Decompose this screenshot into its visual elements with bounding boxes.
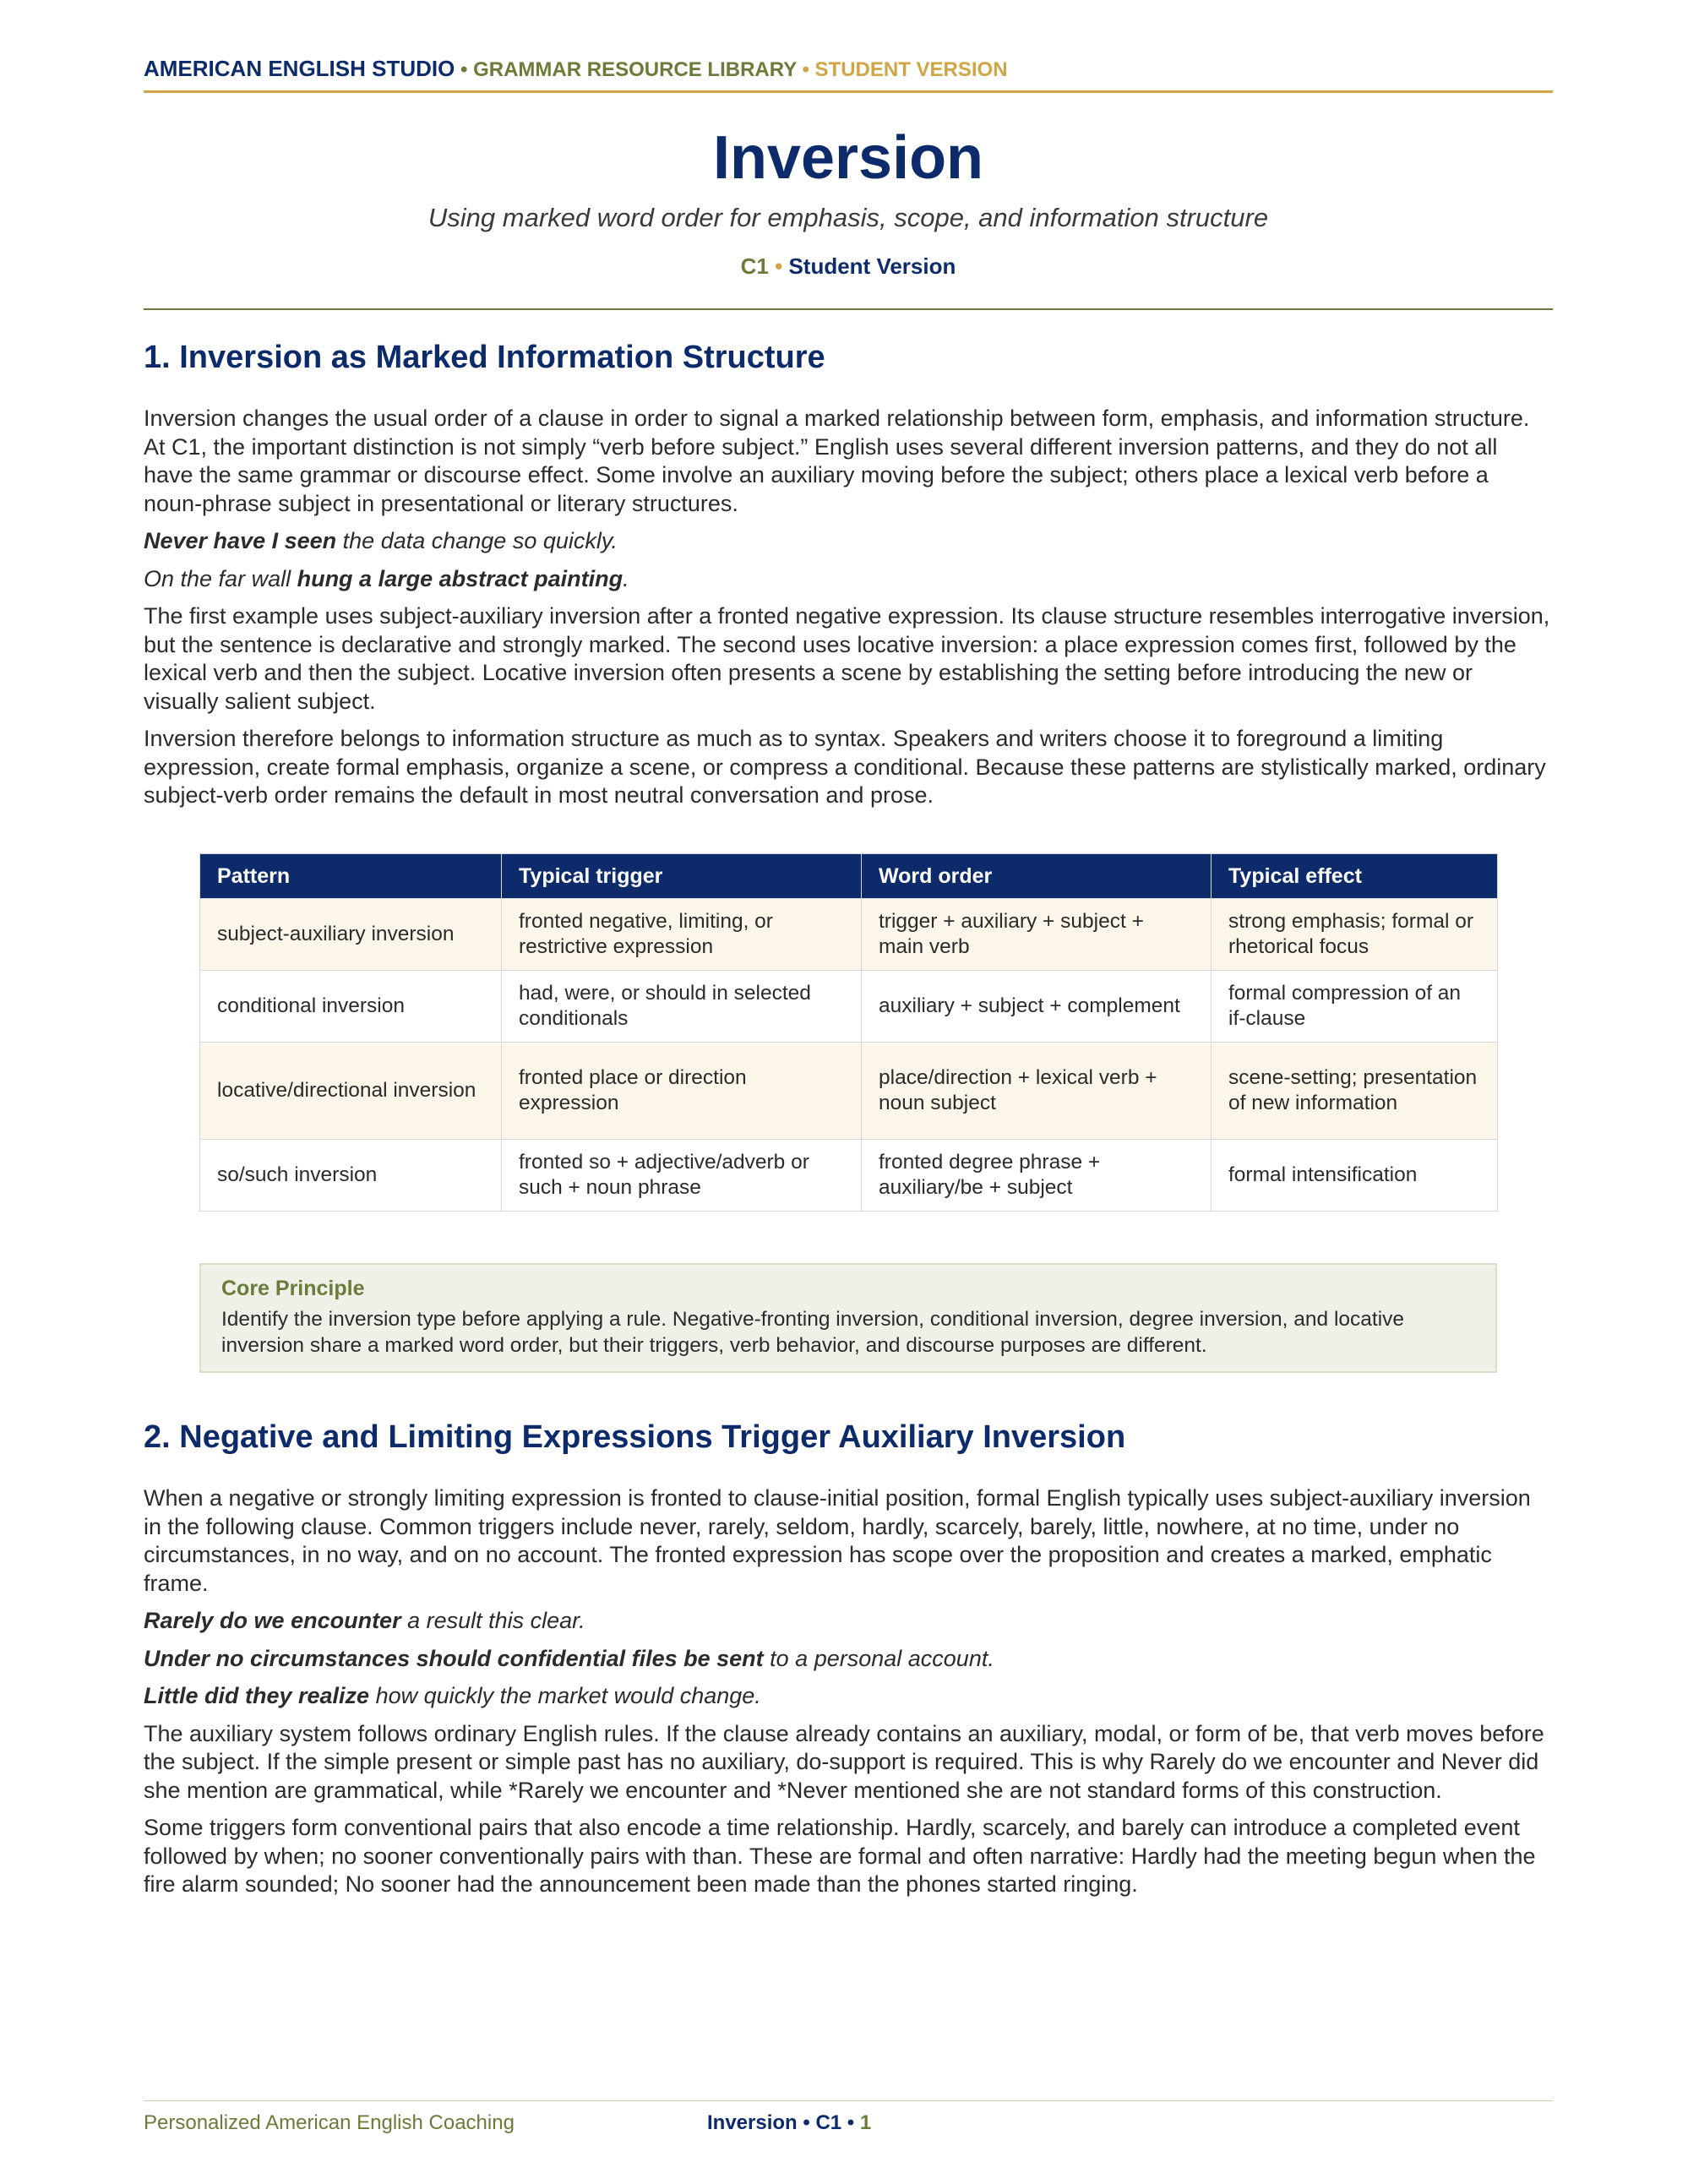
table-cell: fronted degree phrase + auxiliary/be + subject [862, 1140, 1212, 1212]
version-label: STUDENT VERSION [814, 58, 1008, 81]
table-cell: scene-setting; presentation of new information [1212, 1043, 1498, 1140]
example-sentence [144, 1645, 1553, 1674]
table-row [200, 899, 1498, 971]
example-sentence [144, 527, 1553, 556]
section-1-paragraph-2: The first example uses subject-auxiliary inversion after a fronted negative expression. Its clause structure resembles interrogative inversion, but the sentence is declarative and strongly marked. The second uses locative inversion: a place expression comes first, followed by the lexical verb and then the subject. Locative inversion often presents a scene by establishing the setting before introducing the new or visually salient subject. [144, 603, 1550, 714]
table-cell: fronted negative, limiting, or restrictive expression [502, 899, 862, 971]
example-sentence [144, 1682, 1553, 1711]
example-sentence [144, 565, 1553, 594]
level-badge: C1 [740, 253, 769, 279]
title-block [144, 124, 1553, 280]
example-start: On the far wall [144, 565, 297, 591]
page-title: Inversion [712, 124, 984, 192]
title-divider [144, 308, 1553, 310]
table-cell: auxiliary + subject + complement [862, 971, 1212, 1043]
callout-title: Core Principle [221, 1277, 365, 1300]
level-line [144, 253, 1553, 280]
footer-topic: Inversion • C1 • [707, 2111, 855, 2134]
table-cell: formal intensification [1212, 1140, 1498, 1212]
table-cell: trigger + auxiliary + subject + main verb [862, 899, 1212, 971]
section-1-heading: 1. Inversion as Marked Information Structure [144, 340, 825, 375]
example-end: . [623, 565, 629, 591]
library-name: GRAMMAR RESOURCE LIBRARY [473, 58, 797, 81]
table-header-row [200, 854, 1498, 899]
column-header: Typical effect [1212, 854, 1498, 899]
header-separator: • [802, 58, 809, 81]
callout-body: Identify the inversion type before applying a rule. Negative-fronting inversion, conditional inversion, degree inversion, and locative inversion share a marked word order, but their triggers, verb behavior, and discourse purposes are different. [221, 1308, 1405, 1357]
example-emphasis: Under no circumstances should confidential files be sent [144, 1645, 764, 1671]
page-number: 1 [859, 2111, 872, 2134]
inversion-patterns-table [199, 853, 1497, 1212]
brand-name: AMERICAN ENGLISH STUDIO [144, 56, 455, 81]
section-2-paragraph-3: Some triggers form conventional pairs that also encode a time relationship. Hardly, scarcely, and barely can introduce a completed event followed by when; no sooner conventionally pairs with than. These are formal and often narrative: Hardly had the meeting begun when the fire alarm sounded; No sooner had the announcement been made than the phones started ringing. [144, 1815, 1536, 1897]
example-emphasis: Never have I seen [144, 528, 337, 553]
column-header: Typical trigger [502, 854, 862, 899]
page-subtitle: Using marked word order for emphasis, scope, and information structure [427, 202, 1269, 232]
example-emphasis: hung a large abstract painting [297, 565, 623, 591]
table-cell: had, were, or should in selected conditionals [502, 971, 862, 1043]
section-2-paragraph-2: The auxiliary system follows ordinary English rules. If the clause already contains an auxiliary, modal, or form of be, that verb moves before the subject. If the simple present or simple past has no auxiliary, do-support is required. This is why Rarely do we encounter and Never did she mention are grammatical, while *Rarely we encounter and *Never mentioned she are not standard forms of this construction. [144, 1720, 1544, 1803]
section-2-paragraph-1: When a negative or strongly limiting expression is fronted to clause-initial position, formal English typically uses subject-auxiliary inversion in the following clause. Common triggers include never, rarely, seldom, hardly, scarcely, barely, little, nowhere, at no time, under no circumstances, in no way, and on no account. The fronted expression has scope over the proposition and creates a marked, emphatic frame. [144, 1485, 1531, 1596]
table-row [200, 1043, 1498, 1140]
table-cell: formal compression of an if-clause [1212, 971, 1498, 1043]
table-cell: locative/directional inversion [200, 1043, 502, 1140]
table-cell: strong emphasis; formal or rhetorical focus [1212, 899, 1498, 971]
table-cell: fronted so + adjective/adverb or such + noun phrase [502, 1140, 862, 1212]
running-header [144, 56, 1553, 93]
table-cell: place/direction + lexical verb + noun subject [862, 1043, 1212, 1140]
table-cell: conditional inversion [200, 971, 502, 1043]
example-emphasis: Rarely do we encounter [144, 1608, 401, 1633]
table-row [200, 971, 1498, 1043]
column-header: Pattern [200, 854, 502, 899]
footer-tagline: Personalized American English Coaching [144, 2111, 515, 2134]
example-sentence [144, 1607, 1553, 1636]
example-emphasis: Little did they realize [144, 1683, 370, 1708]
footer-title [707, 2111, 871, 2135]
patterns-table [199, 853, 1498, 1212]
section-1 [144, 340, 1553, 820]
example-rest: how quickly the market would change. [369, 1683, 761, 1708]
header-separator: • [460, 58, 468, 81]
table-cell: subject-auxiliary inversion [200, 899, 502, 971]
table-cell: so/such inversion [200, 1140, 502, 1212]
core-principle-callout [199, 1263, 1497, 1373]
column-header: Word order [862, 854, 1212, 899]
section-1-paragraph-1: Inversion changes the usual order of a clause in order to signal a marked relationship between form, emphasis, and information structure. At C1, the important distinction is not simply “verb before subject.” English uses several different inversion patterns, and they do not all have the same grammar or discourse effect. Some involve an auxiliary moving before the subject; others place a lexical verb before a noun-phrase subject in presentational or literary structures. [144, 406, 1530, 516]
version-name: Student Version [788, 253, 956, 279]
section-1-paragraph-3: Inversion therefore belongs to information structure as much as to syntax. Speakers and writers choose it to foreground a limiting expression, create formal emphasis, organize a scene, or compress a conditional. Because these patterns are stylistically marked, ordinary subject-verb order remains the default in most neutral conversation and prose. [144, 726, 1546, 808]
page-footer [144, 2100, 1553, 2134]
example-rest: to a personal account. [763, 1645, 994, 1671]
example-rest: a result this clear. [400, 1608, 585, 1633]
section-2 [144, 1419, 1553, 1909]
section-2-heading: 2. Negative and Limiting Expressions Trigger Auxiliary Inversion [144, 1419, 1126, 1455]
table-row [200, 1140, 1498, 1212]
level-separator: • [775, 253, 783, 279]
table-cell: fronted place or direction expression [502, 1043, 862, 1140]
example-rest: the data change so quickly. [336, 528, 618, 553]
